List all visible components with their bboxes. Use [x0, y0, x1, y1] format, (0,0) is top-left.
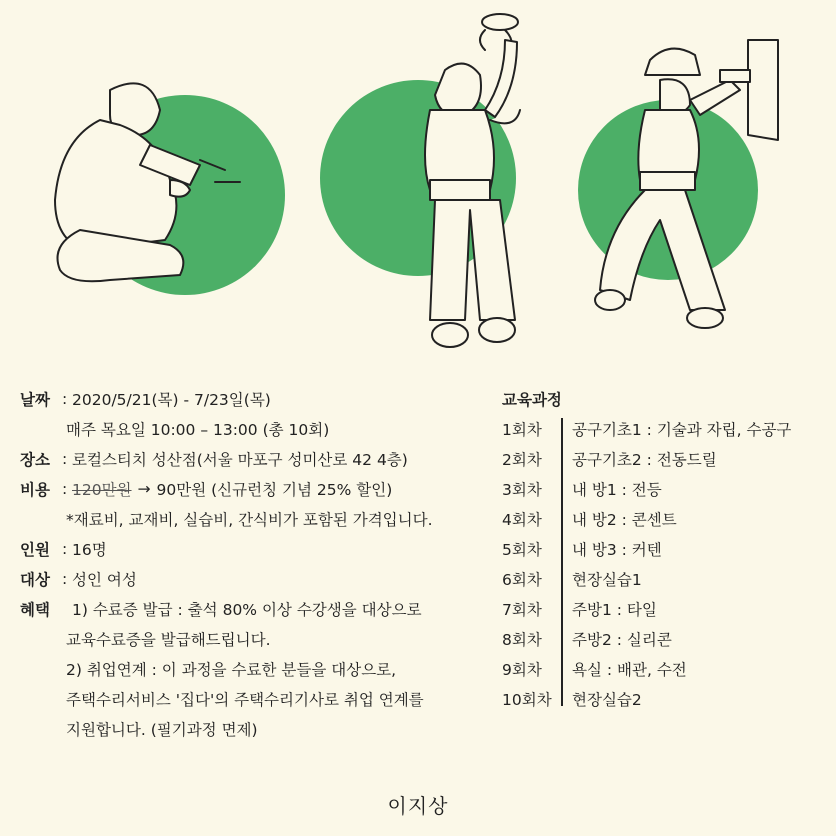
session-row: [502, 654, 832, 684]
benefit-line: 2) 취업연계 : 이 과정을 수료한 분들을 대상으로,: [66, 661, 397, 679]
session-row: [502, 444, 832, 474]
session-number: 3회차: [502, 481, 542, 499]
cost-arrow: →: [137, 480, 151, 498]
session-topic: 내 방3 : 커텐: [572, 541, 662, 559]
date-label: 날짜: [20, 391, 50, 409]
session-topic: 현장실습1: [572, 571, 642, 589]
benefit-label: 혜택: [20, 601, 50, 619]
session-topic: 공구기초1 : 기술과 자립, 수공구: [572, 421, 792, 439]
session-row: [502, 564, 832, 594]
session-number: 4회차: [502, 511, 542, 529]
target-separator: :: [62, 570, 68, 588]
target-row: [20, 564, 500, 594]
session-row: [502, 414, 832, 444]
session-number: 1회차: [502, 421, 542, 439]
session-number: 6회차: [502, 571, 542, 589]
people-label: 인원: [20, 541, 50, 559]
worker-drilling-illustration: [578, 40, 778, 328]
benefit-row: [20, 714, 500, 744]
session-row: [502, 534, 832, 564]
people-value: 16명: [72, 541, 107, 559]
session-number: 8회차: [502, 631, 542, 649]
session-list: [502, 414, 832, 714]
benefit-line: 주택수리서비스 '집다'의 주택수리기사로 취업 연계를: [66, 691, 424, 709]
session-topic: 욕실 : 배관, 수전: [572, 661, 687, 679]
session-topic: 주방2 : 실리콘: [572, 631, 672, 649]
session-topic: 현장실습2: [572, 691, 642, 709]
cost-new-price: 90만원 (신규런칭 기념 25% 할인): [156, 481, 393, 499]
worker-caulking-illustration: [55, 83, 285, 295]
event-info: [20, 384, 500, 744]
session-number: 5회차: [502, 541, 542, 559]
illustrations: [0, 0, 836, 370]
benefit-row: [20, 684, 500, 714]
date-separator: :: [62, 390, 68, 408]
benefit-line: 1) 수료증 발급 : 출석 80% 이상 수강생을 대상으로: [72, 601, 422, 619]
session-topic: 주방1 : 타일: [572, 601, 657, 619]
session-number: 7회차: [502, 601, 542, 619]
place-separator: :: [62, 450, 68, 468]
session-number: 2회차: [502, 451, 542, 469]
cost-old-price: 120만원: [72, 481, 132, 499]
cost-note-row: [20, 504, 500, 534]
session-topic: 내 방2 : 콘센트: [572, 511, 677, 529]
time-value: 매주 목요일 10:00 – 13:00 (총 10회): [66, 421, 330, 439]
session-row: [502, 504, 832, 534]
session-row: [502, 624, 832, 654]
place-label: 장소: [20, 451, 50, 469]
worker-electric-illustration: [320, 14, 520, 347]
time-row: [20, 414, 500, 444]
cost-label: 비용: [20, 481, 50, 499]
people-row: [20, 534, 500, 564]
session-row: [502, 474, 832, 504]
cost-separator: :: [62, 480, 68, 498]
date-value: 2020/5/21(목) - 7/23일(목): [72, 391, 271, 409]
course-title: 교육과정: [502, 391, 562, 409]
session-number: 9회차: [502, 661, 542, 679]
cost-note: *재료비, 교재비, 실습비, 간식비가 포함된 가격입니다.: [66, 511, 433, 529]
session-number: 10회차: [502, 691, 552, 709]
benefit-line: 교육수료증을 발급해드립니다.: [66, 631, 271, 649]
date-row: [20, 384, 500, 414]
cost-row: [20, 474, 500, 504]
target-value: 성인 여성: [72, 571, 137, 589]
benefit-row: [20, 654, 500, 684]
benefit-row: [20, 624, 500, 654]
people-separator: :: [62, 540, 68, 558]
session-topic: 공구기초2 : 전동드릴: [572, 451, 717, 469]
session-row: [502, 594, 832, 624]
place-value: 로컬스티치 성산점(서울 마포구 성미산로 42 4층): [72, 451, 408, 469]
session-row: [502, 684, 832, 714]
benefit-row: [20, 594, 500, 624]
target-label: 대상: [20, 571, 50, 589]
place-row: [20, 444, 500, 474]
benefit-line: 지원합니다. (필기과정 면제): [66, 721, 258, 739]
session-topic: 내 방1 : 전등: [572, 481, 662, 499]
course-schedule: [502, 384, 832, 714]
brand-logo: 이지상: [387, 794, 449, 818]
